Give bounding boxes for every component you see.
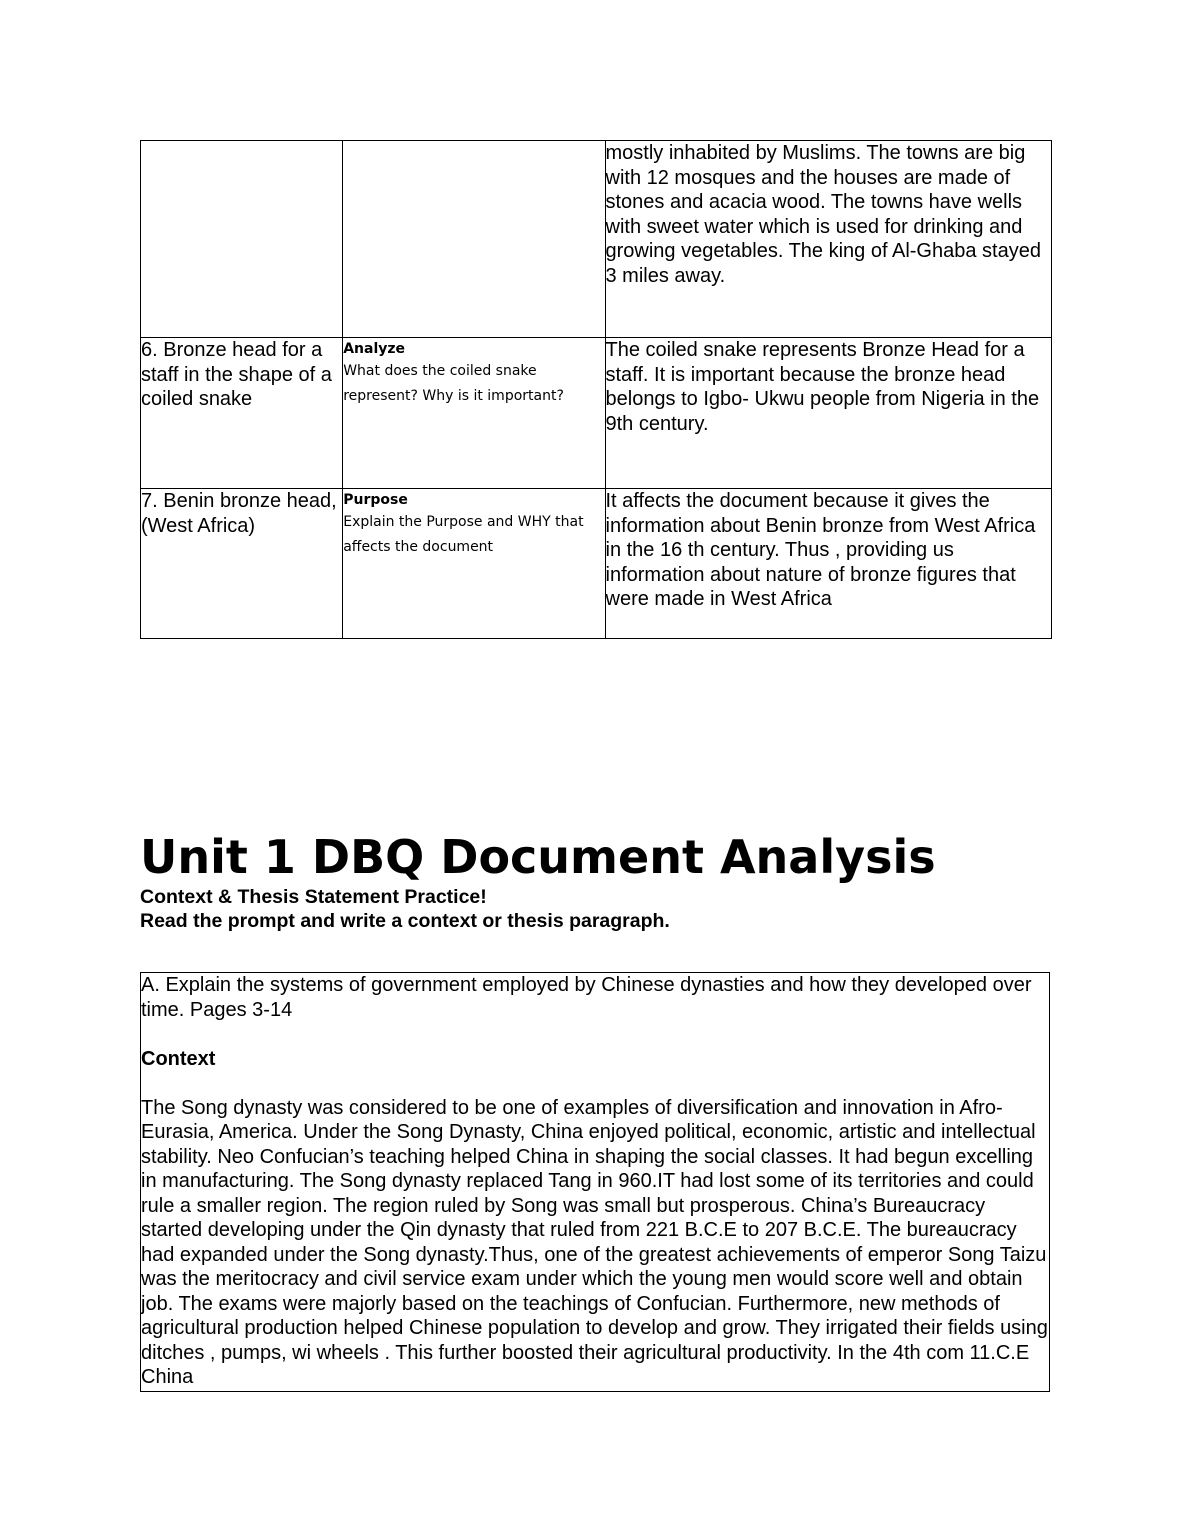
answer-text: mostly inhabited by Muslims. The towns are big with 12 mosques and the houses are made of stones and acacia wood. The towns have wells with sweet water which is used for drinking and growing vegetables. The king of Al-Ghaba stayed 3 miles away. [605, 142, 1041, 287]
document-label: 7. Benin bronze head, (West Africa) [141, 490, 337, 537]
context-answer-box [140, 972, 1050, 1392]
page-instructions: Read the prompt and write a context or thesis paragraph. [140, 910, 670, 932]
document-analysis-table [140, 140, 1052, 639]
document-cell [141, 141, 343, 338]
document-cell [141, 338, 343, 489]
prompt-heading: Purpose [343, 492, 408, 508]
answer-cell [605, 338, 1052, 489]
answer-text: It affects the document because it gives the information about Benin bronze from West Africa in the 16 th century. Thus , providing us information about nature of bronze figures that were made in West Africa [605, 490, 1036, 610]
document-label: 6. Bronze head for a staff in the shape of a coiled snake [141, 339, 332, 410]
answer-text: The coiled snake represents Bronze Head for a staff. It is important because the bronze head belongs to Igbo- Ukwu people from Nigeria in the 9th century. [605, 339, 1040, 435]
page-subtitle: Context & Thesis Statement Practice! [140, 886, 487, 908]
table-row [141, 141, 1052, 338]
document-cell [141, 489, 343, 639]
prompt-question: What does the coiled snake represent? Why is it important? [343, 363, 564, 404]
context-label: Context [141, 1047, 216, 1070]
table-row [141, 489, 1052, 639]
answer-cell [605, 489, 1052, 639]
page-title: Unit 1 DBQ Document Analysis [140, 830, 936, 884]
answer-cell [605, 141, 1052, 338]
prompt-cell [343, 338, 605, 489]
prompt-cell [343, 141, 605, 338]
prompt-heading: Analyze [343, 341, 406, 357]
table-row [141, 338, 1052, 489]
prompt-question: Explain the Purpose and WHY that affects the document [343, 514, 584, 555]
context-paragraph: The Song dynasty was considered to be one of examples of diversification and innovation in Afro- Eurasia, America. Under the Song Dynasty, China enjoyed political, economic, artistic and intellectual stability. Neo Confucian’s teaching helped China in shaping the social classes. It had begun excelling in manufacturing. The Song dynasty replaced Tang in 960.IT had lost some of its territories and could rule a smaller region. The region ruled by Song was small but prosperous. China’s Bureaucracy started developing under the Qin dynasty that ruled from 221 B.C.E to 207 B.C.E. The bureaucracy had expanded under the Song dynasty.Thus, one of the greatest achievements of emperor Song Taizu was the meritocracy and civil service exam under which the young men would score well and obtain job. The exams were majorly based on the teachings of Confucian. Furthermore, new methods of agricultural production helped Chinese population to develop and grow. They irrigated their fields using ditches , pumps, wi wheels . This further boosted their agricultural productivity. In the 4th com 11.C.E China [141, 1096, 1048, 1388]
context-prompt: A. Explain the systems of government employed by Chinese dynasties and how they developed over time. Pages 3-14 [141, 974, 1032, 1021]
prompt-cell [343, 489, 605, 639]
